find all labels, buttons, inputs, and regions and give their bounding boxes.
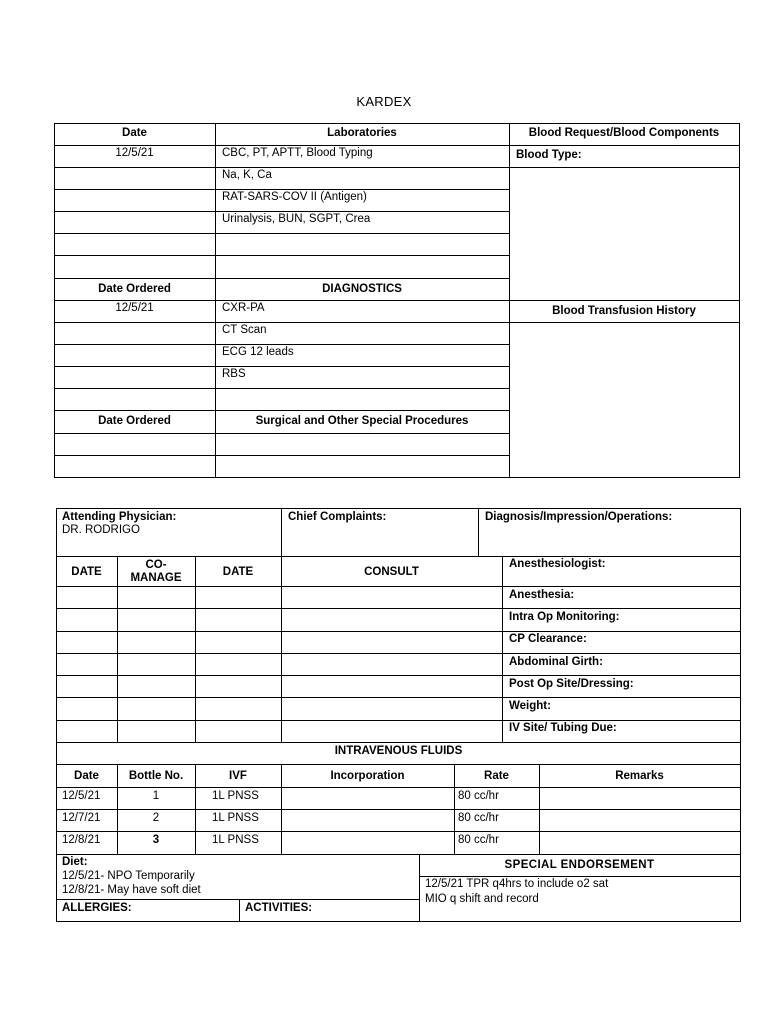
col-comanage-2: MANAGE (130, 572, 182, 584)
diag-row-item: CT Scan (222, 324, 267, 336)
iv-header-incorporation: Incorporation (330, 770, 405, 782)
iv-row-bottle: 2 (152, 812, 160, 824)
diag-row-date: 12/5/21 (115, 302, 154, 314)
side-label-anesthesia: Anesthesia: (509, 589, 575, 601)
iv-header-rate: Rate (484, 770, 509, 782)
col-date-2: DATE (222, 566, 254, 578)
iv-header-ivf: IVF (229, 770, 247, 782)
iv-header-date: Date (74, 770, 99, 782)
iv-row-ivf: 1L PNSS (212, 834, 259, 846)
iv-fluids-title: INTRAVENOUS FLUIDS (334, 745, 463, 757)
special-endorsement-header: SPECIAL ENDORSEMENT (504, 859, 655, 871)
laboratories-header: Laboratories (327, 127, 397, 139)
lab-row-item: Na, K, Ca (222, 169, 272, 181)
iv-header-bottle: Bottle No. (128, 770, 184, 782)
page-title: KARDEX (356, 94, 412, 109)
iv-row-date: 12/8/21 (62, 834, 101, 846)
iv-row-date: 12/5/21 (62, 790, 101, 802)
attending-physician-label: Attending Physician: (62, 511, 177, 523)
surgical-header: Surgical and Other Special Procedures (255, 415, 469, 427)
date-ordered-header: Date Ordered (98, 283, 171, 295)
diet-label: Diet: (62, 856, 88, 868)
iv-row-bottle: 3 (152, 834, 160, 846)
attending-physician-value: DR. RODRIGO (62, 524, 140, 536)
lab-row-item: CBC, PT, APTT, Blood Typing (222, 147, 373, 159)
blood-type-label: Blood Type: (516, 149, 582, 161)
lab-row-date: 12/5/21 (115, 147, 154, 159)
lab-row-item: RAT-SARS-COV II (Antigen) (222, 191, 367, 203)
side-label-cp-clearance: CP Clearance: (509, 633, 587, 645)
side-label-post-op-site: Post Op Site/Dressing: (509, 678, 634, 690)
blood-transfusion-header: Blood Transfusion History (552, 305, 696, 317)
side-label-abdominal-girth: Abdominal Girth: (509, 656, 603, 668)
diet-line: 12/8/21- May have soft diet (62, 884, 201, 896)
diagnostics-header: DIAGNOSTICS (322, 283, 402, 295)
special-endorsement-line: MIO q shift and record (425, 893, 539, 905)
side-label-iv-site: IV Site/ Tubing Due: (509, 722, 617, 734)
iv-row-bottle: 1 (152, 790, 160, 802)
col-date: DATE (71, 566, 102, 578)
side-label-intra-op: Intra Op Monitoring: (509, 611, 620, 623)
blood-request-header: Blood Request/Blood Components (528, 127, 720, 139)
iv-row-ivf: 1L PNSS (212, 790, 259, 802)
diag-row-item: CXR-PA (222, 302, 265, 314)
iv-row-date: 12/7/21 (62, 812, 101, 824)
diagnosis-label: Diagnosis/Impression/Operations: (485, 511, 673, 523)
date-ordered-header-2: Date Ordered (98, 415, 171, 427)
side-label-weight: Weight: (509, 700, 551, 712)
diag-row-item: ECG 12 leads (222, 346, 294, 358)
lab-row-item: Urinalysis, BUN, SGPT, Crea (222, 213, 371, 225)
diag-row-item: RBS (222, 368, 246, 380)
iv-header-remarks: Remarks (615, 770, 664, 782)
activities-label: ACTIVITIES: (245, 902, 313, 914)
date-header: Date (122, 127, 147, 139)
iv-row-rate: 80 cc/hr (458, 812, 499, 824)
special-endorsement-line: 12/5/21 TPR q4hrs to include o2 sat (425, 878, 609, 890)
col-comanage-1: CO- (145, 559, 167, 571)
iv-row-ivf: 1L PNSS (212, 812, 259, 824)
allergies-label: ALLERGIES: (62, 902, 132, 914)
iv-row-rate: 80 cc/hr (458, 834, 499, 846)
side-label-anesthesiologist: Anesthesiologist: (509, 558, 606, 570)
col-consult: CONSULT (364, 566, 419, 578)
diet-line: 12/5/21- NPO Temporarily (62, 870, 195, 882)
iv-row-rate: 80 cc/hr (458, 790, 499, 802)
chief-complaints-label: Chief Complaints: (288, 511, 387, 523)
